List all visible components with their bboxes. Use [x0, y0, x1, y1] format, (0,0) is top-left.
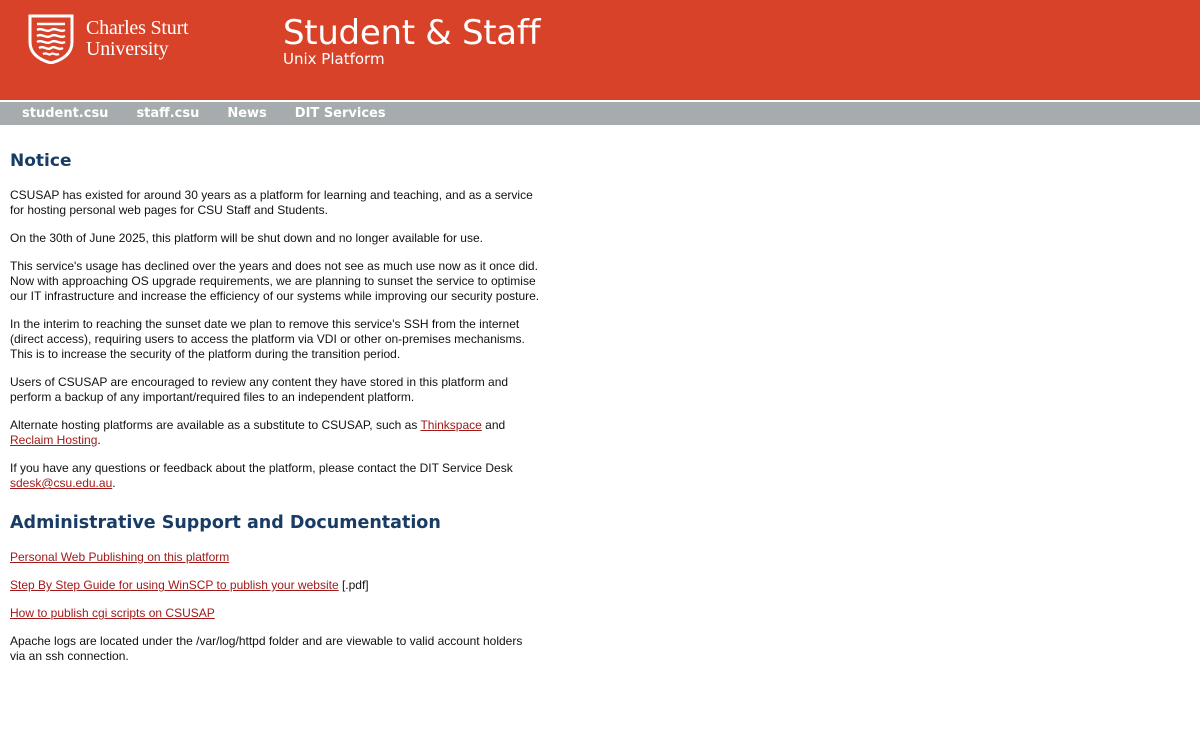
- notice-paragraph-shutdown-date: On the 30th of June 2025, this platform will be shut down and no longer available for use.: [10, 231, 483, 245]
- notice-paragraph-backup: Users of CSUSAP are encouraged to review any content they have stored in this platform and perform a backup of any important/required files to an independent platform.: [10, 375, 509, 404]
- pdf-label: [.pdf]: [338, 578, 369, 592]
- alternatives-text: Alternate hosting platforms are available as a substitute to CSUSAP, such as: [10, 418, 421, 432]
- site-subtitle: Unix Platform: [283, 50, 385, 68]
- thinkspace-link[interactable]: Thinkspace: [420, 418, 482, 432]
- main-content: [0, 125, 540, 664]
- university-name-line2: University: [86, 38, 169, 60]
- winscp-guide-link[interactable]: Step By Step Guide for using WinSCP to publish your website: [10, 578, 339, 592]
- apache-logs-note: Apache logs are located under the /var/log/httpd folder and are viewable to valid account holders via an ssh connection.: [10, 634, 523, 663]
- alternatives-and: and: [481, 418, 506, 432]
- contact-text: If you have any questions or feedback about the platform, please contact the DIT Service Desk: [10, 461, 513, 475]
- site-title: Student & Staff: [283, 13, 541, 53]
- admin-heading: Administrative Support and Documentation: [10, 513, 441, 533]
- csu-crest-icon[interactable]: [28, 14, 74, 64]
- notice-paragraph-contact: [10, 461, 540, 491]
- notice-paragraph-alternatives: [10, 418, 540, 448]
- notice-paragraph-ssh-removal: In the interim to reaching the sunset date we plan to remove this service's SSH from the internet (direct access), requiring users to access the platform via VDI or other on-premises mechanisms. This is to increase the security of the platform during the transition period.: [10, 317, 525, 361]
- notice-heading: Notice: [10, 151, 72, 171]
- reclaim-hosting-link[interactable]: Reclaim Hosting: [10, 433, 98, 447]
- nav-student-csu[interactable]: student.csu: [22, 106, 109, 121]
- contact-period: .: [112, 476, 116, 490]
- admin-item-cgi-scripts: [10, 606, 540, 621]
- university-name[interactable]: [86, 18, 188, 60]
- nav-staff-csu[interactable]: staff.csu: [136, 106, 200, 121]
- admin-item-web-publishing: [10, 550, 540, 565]
- nav-dit-services[interactable]: DIT Services: [294, 106, 386, 121]
- admin-item-winscp-guide: [10, 578, 540, 593]
- site-header: [0, 0, 1200, 100]
- notice-paragraph-sunset-reason: This service's usage has declined over the years and does not see as much use now as it once did. Now with approaching OS upgrade requirements, we are planning to sunset the service to optimise our IT infrastructure and increase the efficiency of our systems while improving our security posture.: [10, 259, 540, 303]
- service-desk-email-link[interactable]: sdesk@csu.edu.au: [10, 476, 113, 490]
- cgi-scripts-link[interactable]: How to publish cgi scripts on CSUSAP: [10, 606, 215, 620]
- university-name-line1: Charles Sturt: [86, 17, 189, 39]
- notice-paragraph-history: CSUSAP has existed for around 30 years as a platform for learning and teaching, and as a service for hosting personal web pages for CSU Staff and Students.: [10, 188, 533, 217]
- alternatives-period: .: [97, 433, 101, 447]
- personal-web-publishing-link[interactable]: Personal Web Publishing on this platform: [10, 550, 230, 564]
- top-navigation: [0, 102, 1200, 125]
- nav-news[interactable]: News: [227, 106, 267, 121]
